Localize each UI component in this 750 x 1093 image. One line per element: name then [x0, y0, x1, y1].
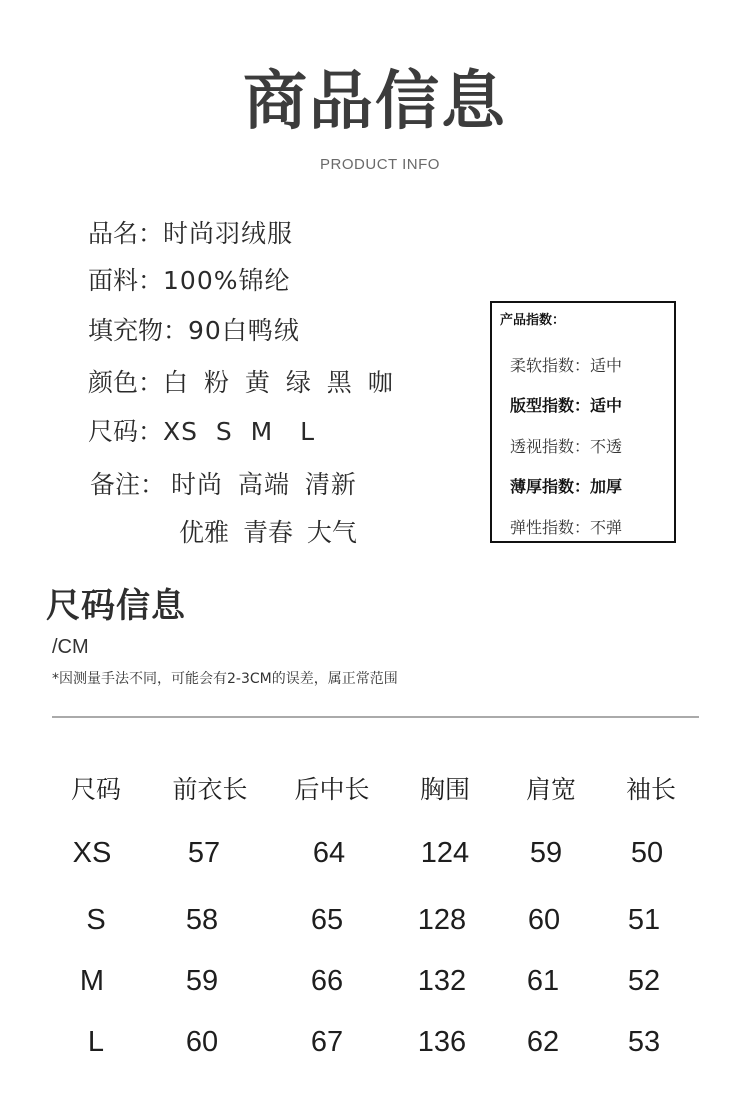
table-cell: 128: [417, 904, 467, 936]
table-cell: 50: [630, 837, 664, 869]
size-info-heading: 尺码信息: [46, 586, 186, 626]
index-value: 适中: [590, 356, 623, 375]
info-name-value: 时尚羽绒服: [163, 219, 294, 248]
table-cell: 60: [527, 904, 561, 936]
info-filling-label: 填充物：: [88, 316, 189, 345]
info-filling-value: 90白鸭绒: [188, 316, 300, 345]
table-header-chest: 胸围: [419, 775, 470, 804]
table-header-front-length: 前衣长: [172, 775, 248, 804]
table-cell: 53: [627, 1026, 661, 1058]
table-cell: 52: [627, 965, 661, 997]
index-value: 适中: [590, 396, 623, 415]
table-cell: 65: [310, 904, 344, 936]
index-label: 薄厚指数：: [510, 477, 591, 496]
table-cell: 62: [526, 1026, 560, 1058]
size-unit: /CM: [52, 636, 89, 658]
info-fabric-label: 面料：: [88, 266, 164, 295]
table-cell: 124: [420, 837, 470, 869]
page-title: 商品信息: [243, 65, 507, 139]
table-cell: 58: [185, 904, 219, 936]
table-cell: 136: [417, 1026, 467, 1058]
table-cell: M: [79, 965, 105, 997]
info-color-label: 颜色：: [88, 368, 164, 397]
info-color-value: 白 粉 黄 绿 黑 咖: [163, 368, 394, 397]
table-cell: 61: [526, 965, 560, 997]
measurement-note: *因测量手法不同，可能会有2-3CM的误差，属正常范围: [52, 671, 398, 687]
page-subtitle: PRODUCT INFO: [320, 156, 440, 173]
table-cell: 66: [310, 965, 344, 997]
table-cell: L: [87, 1026, 105, 1058]
index-label: 弹性指数：: [510, 518, 591, 537]
index-value: 不透: [590, 437, 623, 456]
table-cell: 57: [187, 837, 221, 869]
index-value: 加厚: [590, 477, 623, 496]
index-label: 透视指数：: [510, 437, 591, 456]
info-remark-line2: 优雅 青春 大气: [179, 518, 357, 547]
table-cell: 59: [185, 965, 219, 997]
info-size-label: 尺码：: [88, 417, 164, 446]
info-fabric-value: 100%锦纶: [163, 266, 291, 295]
info-remark-line1: 时尚 高端 清新: [171, 470, 357, 499]
table-cell: 60: [185, 1026, 219, 1058]
table-cell: 64: [312, 837, 346, 869]
table-cell: S: [86, 904, 106, 936]
table-cell: 67: [310, 1026, 344, 1058]
info-remark-label: 备注：: [90, 470, 166, 499]
table-cell: 51: [627, 904, 661, 936]
table-cell: XS: [72, 837, 112, 869]
index-label: 版型指数：: [510, 396, 591, 415]
table-cell: 132: [417, 965, 467, 997]
table-header-back-length: 后中长: [294, 775, 370, 804]
table-header-size: 尺码: [70, 775, 121, 804]
index-title: 产品指数：: [500, 313, 566, 328]
info-name-label: 品名：: [88, 219, 164, 248]
table-cell: 59: [529, 837, 563, 869]
table-header-sleeve: 袖长: [625, 775, 676, 804]
index-label: 柔软指数：: [510, 356, 591, 375]
info-size-value: XS S M L: [163, 417, 316, 446]
table-header-shoulder: 肩宽: [525, 775, 576, 804]
index-value: 不弹: [590, 518, 623, 537]
